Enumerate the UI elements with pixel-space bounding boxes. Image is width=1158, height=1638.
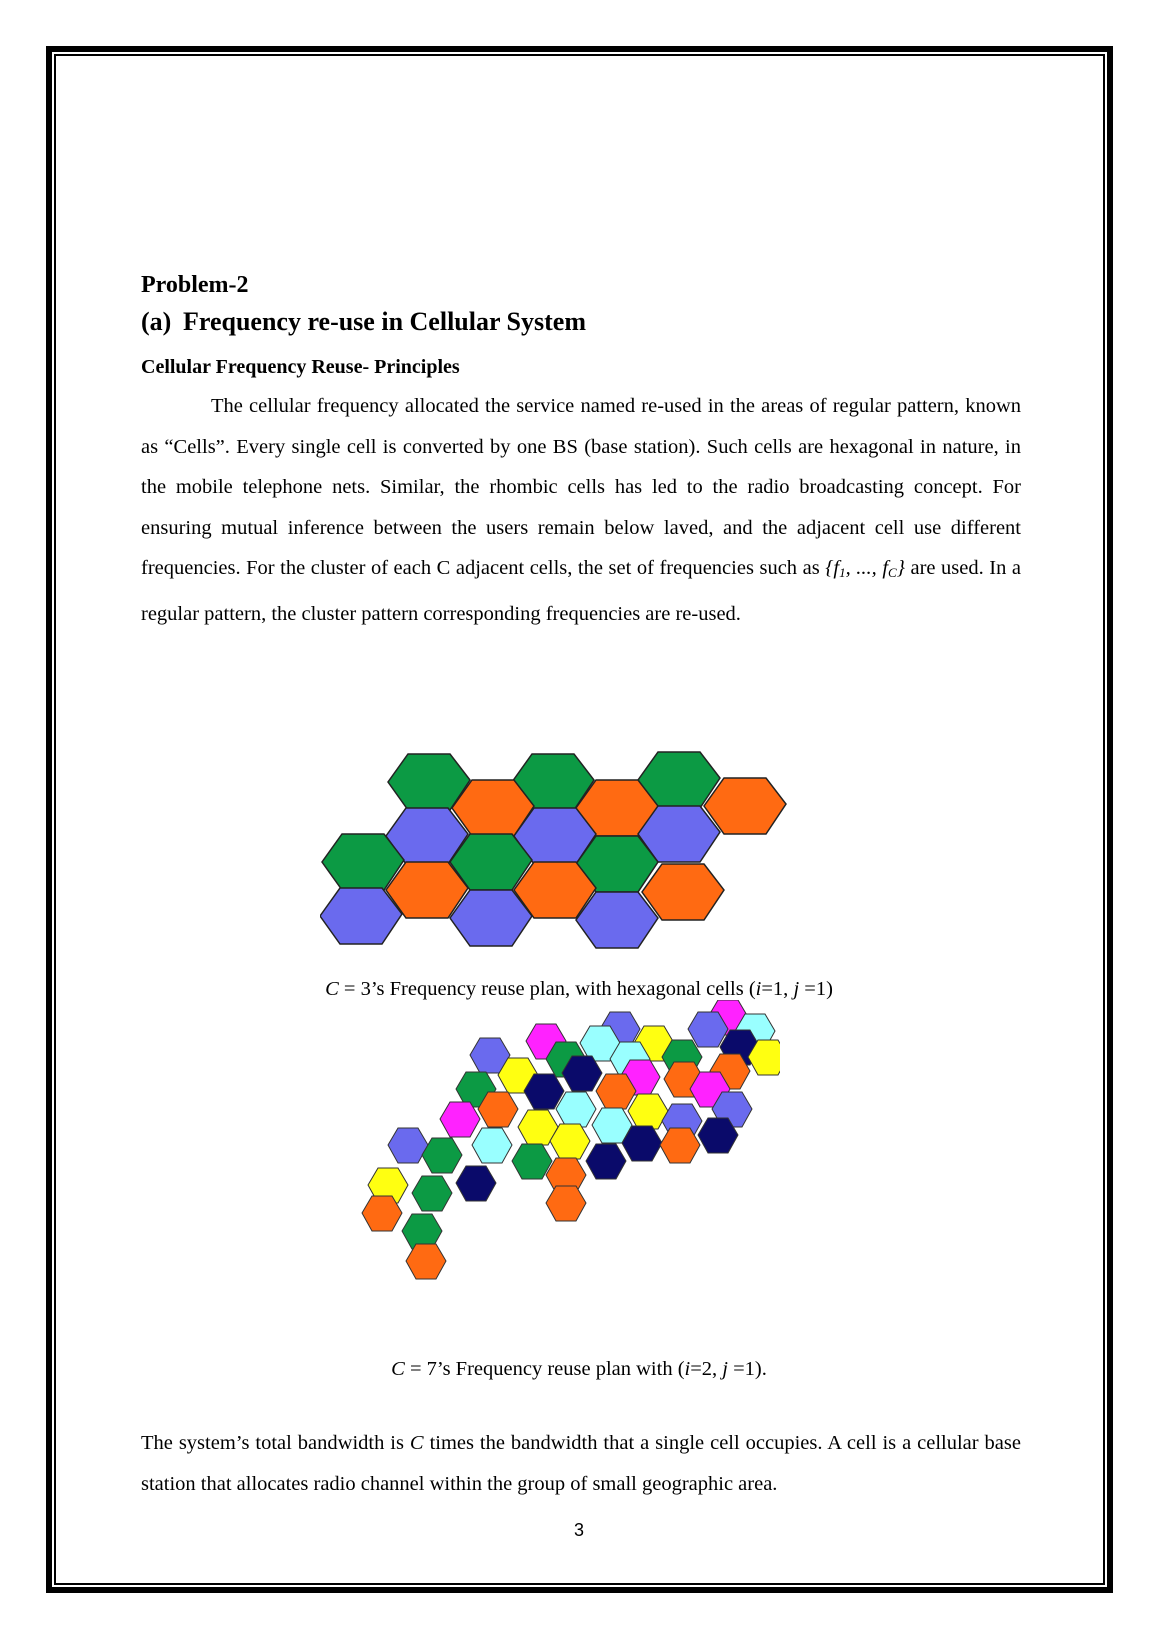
- bandwidth-var: C: [409, 1432, 424, 1454]
- hex-c7-38: [512, 1144, 552, 1179]
- freq-sub-c: C: [888, 565, 897, 580]
- bandwidth-text: The system’s total bandwidth is: [141, 1432, 410, 1454]
- problem-title: Problem-2: [141, 272, 249, 298]
- paragraph-text: The cellular frequency allocated the service named re-used in the areas of regular pattern, known as “Cells”. Every single cell is converted by one BS (base station). Such cells are hexagonal in nature, in the mobile telephone nets. Similar, the rhombic cells has led to the radio broadcasting concept. For ensuring mutual inference between the users remain below laved, and the adjacent cell use different frequencies. For the cluster of each C adjacent cells, the set of frequencies such as: [141, 395, 1021, 579]
- page-number: 3: [573, 1520, 584, 1540]
- section-heading: [141, 305, 1021, 339]
- hex-c7-32: [388, 1128, 428, 1163]
- caption1-end: =1): [799, 978, 833, 1000]
- caption2-j: j: [722, 1358, 728, 1380]
- freq-set-open: {f: [825, 557, 840, 579]
- hex-c7-39: [586, 1144, 626, 1179]
- bandwidth-text-end: times the bandwidth that a single cell occupies. A cell is a cellular base station that allocates radio channel within the group of small geographic area.: [141, 1432, 1021, 1495]
- caption1-text: = 3’s Frequency reuse plan, with hexagonal cells (: [338, 978, 756, 1000]
- reuse-diagram-c3: [320, 750, 800, 965]
- caption2-i-val: =2,: [690, 1358, 723, 1380]
- freq-sub-1: 1: [839, 565, 846, 580]
- hex-c7-33: [472, 1128, 512, 1163]
- paragraph-principles: [141, 386, 1021, 634]
- hex-c3-orange-3: [704, 778, 786, 834]
- caption2-text: = 7’s Frequency reuse plan with (: [404, 1358, 685, 1380]
- hex-c7-26: [628, 1094, 668, 1129]
- freq-set-mid: , ..., f: [845, 557, 889, 579]
- hex-c7-41: [456, 1166, 496, 1201]
- caption1-j: j: [793, 978, 800, 1000]
- subheading: Cellular Frequency Reuse- Principles: [141, 356, 460, 378]
- section-title: Frequency re-use in Cellular System: [183, 307, 586, 336]
- hex-c7-37: [422, 1138, 462, 1173]
- hex-c7-47: [546, 1186, 586, 1221]
- hex-c7-43: [412, 1176, 452, 1211]
- caption2-var: C: [391, 1358, 405, 1380]
- caption1-var: C: [325, 978, 339, 1000]
- caption1-i-val: =1,: [761, 978, 794, 1000]
- hex-c3-orange-6: [642, 864, 724, 920]
- hex-c7-24: [556, 1092, 596, 1127]
- paragraph-bandwidth: [141, 1423, 1021, 1504]
- caption2-end: =1).: [727, 1358, 767, 1380]
- caption1-i: i: [755, 978, 762, 1000]
- paragraph-text-end: are used. In a regular pattern, the cluster pattern corresponding frequencies are re-used.: [141, 557, 1021, 625]
- figure2-caption: [0, 1355, 1158, 1383]
- freq-set-close: }: [896, 557, 905, 579]
- section-label: (a): [141, 307, 172, 336]
- figure1-caption: [0, 975, 1158, 1003]
- caption2-i: i: [684, 1358, 691, 1380]
- reuse-diagram-c7: [360, 1000, 780, 1340]
